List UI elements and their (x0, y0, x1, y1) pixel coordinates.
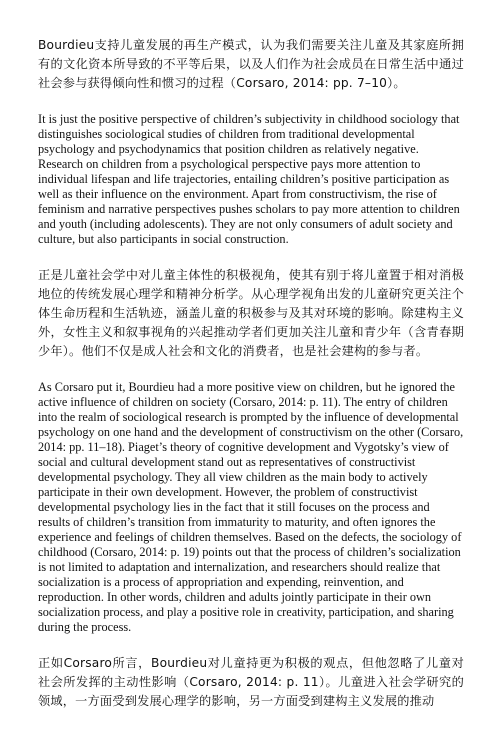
paragraph-zh-3: 正如Corsaro所言，Bourdieu对儿童持更为积极的观点，但他忽略了儿童对社会所发挥的主动性影响（Corsaro, 2014: p. 11）。儿童进入社会学研究的领域，一方面受到发展心理学的影响，另一方面受到建构主义发展的推动 (38, 656, 464, 708)
paragraph-zh-1: Bourdieu支持儿童发展的再生产模式，认为我们需要关注儿童及其家庭所拥有的文化资本所导致的不平等后果，以及人们作为社会成员在日常生活中通过社会参与获得倾向性和惯习的过程（Corsaro, 2014: pp. 7–10）。 (38, 38, 464, 90)
document-page (38, 36, 464, 730)
paragraph-zh-2: 正是儿童社会学中对儿童主体性的积极视角，使其有别于将儿童置于相对消极地位的传统发展心理学和精神分析学。从心理学视角出发的儿童研究更关注个体生命历程和生活轨迹，涵盖儿童的积极参与及其对环境的影响。除建构主义外，女性主义和叙事视角的兴起推动学者们更加关注儿童和青少年（含青春期少年）。他们不仅是成人社会和文化的消费者，也是社会建构的参与者。 (38, 268, 464, 358)
paragraph-en-2: As Corsaro put it, Bourdieu had a more positive view on children, but he ignored the active influence of children on society (Corsaro, 2014: p. 11). The entry of children into the realm of sociological research is prompted by the influence of developmental psychology on one hand and the development of constructivism on the other (Corsaro, 2014: pp. 11–18). Piaget’s theory of cognitive development and Vygotsky’s view of social and cultural development stand out as representatives of constructivist developmental psychology. They all view children as the main body to actively participate in their own development. However, the problem of constructivist developmental psychology lies in the fact that it still focuses on the process and results of children’s transition from immaturity to maturity, and often ignores the experience and feelings of children themselves. Based on the defects, the sociology of childhood (Corsaro, 2014: p. 19) points out that the process of children’s socialization is not limited to adaptation and internalization, and researchers should realize that socialization is a process of appropriation and expending, reinvention, and reproduction. In other words, children and adults jointly participate in their own socialization process, and play a positive role in creativity, participation, and sharing during the process. (38, 380, 464, 634)
paragraph-en-1: It is just the positive perspective of children’s subjectivity in childhood sociology that distinguishes sociological studies of children from traditional developmental psychology and psychodynamics that position children as relatively negative. Research on children from a psychological perspective pays more attention to individual lifespan and life trajectories, entailing children’s positive participation as well as their influence on the environment. Apart from constructivism, the rise of feminism and narrative perspectives pushes scholars to pay more attention to children and youth (including adolescents). They are not only consumers of adult society and culture, but also participants in social construction. (38, 112, 460, 246)
